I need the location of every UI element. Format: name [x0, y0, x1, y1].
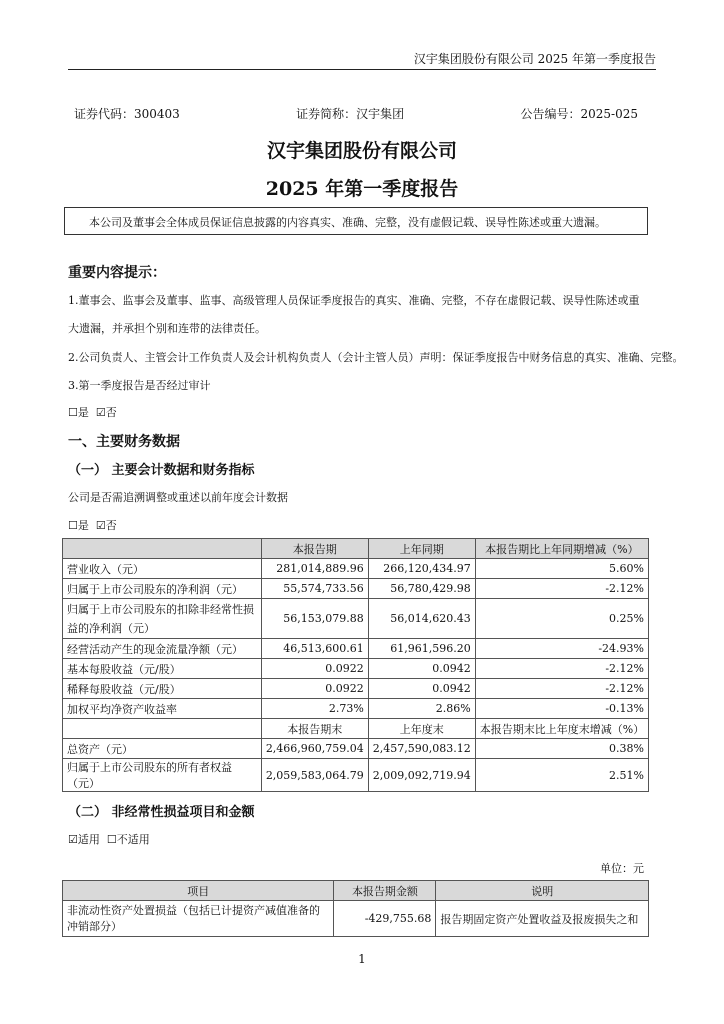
main-financial-table [62, 538, 649, 792]
announcement-number: 公告编号：2025-025 [520, 107, 638, 121]
cell-value: 0.38% [475, 739, 648, 759]
cell-value: 46,513,600.61 [261, 639, 368, 659]
important-item-1-line-1: 1.董事会、监事会及董事、监事、高级管理人员保证季度报告的真实、准确、完整，不存在虚假记载、误导性陈述或重 [68, 294, 640, 307]
table-row [63, 679, 649, 699]
applicable-checkbox[interactable]: ☑ [68, 833, 78, 846]
row-label: 加权平均净资产收益率 [63, 699, 262, 719]
cell-value: 报告期固定资产处置收益及报废损失之和 [436, 901, 649, 937]
cell-value: 281,014,889.96 [261, 559, 368, 579]
cell-value: -2.12% [475, 579, 648, 599]
header-cell: 本报告期末 [261, 719, 368, 739]
applicability-options [68, 831, 150, 847]
company-title: 汉宇集团股份有限公司 [266, 140, 457, 162]
row-label: 基本每股收益（元/股） [63, 659, 262, 679]
applicable-label: 适用 [77, 833, 100, 846]
cell-value: 0.0942 [368, 659, 475, 679]
header-cell [63, 539, 262, 559]
table-row [63, 699, 649, 719]
section-2-heading: （二） 非经常性损益项目和金额 [68, 805, 255, 820]
table-row [63, 579, 649, 599]
header-cell [63, 719, 262, 739]
audit-no-checkbox[interactable]: ☑ [95, 406, 106, 419]
row-label: 总资产（元） [63, 739, 262, 759]
cell-value: 5.60% [475, 559, 648, 579]
cell-value: 2.86% [368, 699, 475, 719]
header-cell: 本报告期金额 [334, 881, 436, 901]
cell-value: 0.25% [475, 599, 648, 639]
row-label: 归属于上市公司股东的所有者权益（元） [63, 759, 262, 792]
table-row [63, 599, 649, 639]
header-rule [68, 69, 656, 70]
meta-line [74, 105, 638, 122]
table-header-row [63, 881, 649, 901]
cell-value: -429,755.68 [334, 901, 436, 937]
table-row [63, 759, 649, 792]
security-short-name: 证券简称：汉宇集团 [296, 107, 405, 121]
table-row [63, 639, 649, 659]
cell-value: 2,059,583,064.79 [261, 759, 368, 792]
header-cell: 本报告期比上年同期增减（%） [475, 539, 648, 559]
retro-yes-checkbox[interactable]: ☐ [68, 519, 78, 532]
cell-value: 0.0922 [261, 679, 368, 699]
important-heading: 重要内容提示： [68, 265, 166, 281]
security-code: 证券代码：300403 [74, 107, 180, 121]
report-title: 2025 年第一季度报告 [265, 178, 459, 200]
table-header-row [63, 539, 649, 559]
audit-no-label: 否 [105, 406, 117, 419]
cell-value: 2,457,590,083.12 [368, 739, 475, 759]
running-header: 汉宇集团股份有限公司 2025 年第一季度报告 [413, 52, 656, 66]
cell-value: -2.12% [475, 659, 648, 679]
row-label: 经营活动产生的现金流量净额（元） [63, 639, 262, 659]
header-cell: 本报告期末比上年度末增减（%） [475, 719, 648, 739]
table-header-row [63, 719, 649, 739]
retro-options [68, 517, 117, 533]
header-cell: 上年度末 [368, 719, 475, 739]
section-1-sub-heading: （一） 主要会计数据和财务指标 [68, 463, 255, 478]
row-label: 归属于上市公司股东的扣除非经常性损益的净利润（元） [63, 599, 262, 639]
cell-value: 2,466,960,759.04 [261, 739, 368, 759]
important-item-3: 3.第一季度报告是否经过审计 [68, 379, 211, 392]
header-cell: 说明 [436, 881, 649, 901]
retro-no-label: 否 [105, 519, 117, 532]
audit-options [68, 404, 117, 420]
cell-value: 266,120,434.97 [368, 559, 475, 579]
audit-yes-label: 是 [77, 406, 89, 419]
table-row [63, 659, 649, 679]
cell-value: 0.0942 [368, 679, 475, 699]
row-label: 归属于上市公司股东的净利润（元） [63, 579, 262, 599]
retro-no-checkbox[interactable]: ☑ [95, 519, 106, 532]
table-row [63, 739, 649, 759]
cell-value: 56,014,620.43 [368, 599, 475, 639]
header-cell: 项目 [63, 881, 334, 901]
cell-value: 2.73% [261, 699, 368, 719]
cell-value: -24.93% [475, 639, 648, 659]
unit-label: 单位：元 [600, 862, 644, 875]
cell-value: 56,153,079.88 [261, 599, 368, 639]
cell-value: 2.51% [475, 759, 648, 792]
nonrecurring-table [62, 880, 649, 937]
cell-value: 0.0922 [261, 659, 368, 679]
cell-value: -2.12% [475, 679, 648, 699]
table-row [63, 901, 649, 937]
disclosure-notice: 本公司及董事会全体成员保证信息披露的内容真实、准确、完整，没有虚假记载、误导性陈述或重大遗漏。 [64, 207, 648, 235]
row-label: 营业收入（元） [63, 559, 262, 579]
row-label: 稀释每股收益（元/股） [63, 679, 262, 699]
retro-question: 公司是否需追溯调整或重述以前年度会计数据 [68, 491, 288, 504]
header-cell: 本报告期 [261, 539, 368, 559]
important-item-2: 2.公司负责人、主管会计工作负责人及会计机构负责人（会计主管人员）声明：保证季度报告中财务信息的真实、准确、完整。 [68, 351, 684, 364]
audit-yes-checkbox[interactable]: ☐ [68, 406, 78, 419]
cell-value: 55,574,733.56 [261, 579, 368, 599]
page-number: 1 [358, 952, 366, 966]
important-item-1-line-2: 大遗漏，并承担个别和连带的法律责任。 [68, 322, 266, 335]
header-cell: 上年同期 [368, 539, 475, 559]
row-label: 非流动性资产处置损益（包括已计提资产减值准备的冲销部分） [63, 901, 334, 937]
section-1-heading: 一、主要财务数据 [68, 434, 180, 450]
cell-value: -0.13% [475, 699, 648, 719]
not-applicable-label: 不适用 [116, 833, 150, 846]
retro-yes-label: 是 [77, 519, 89, 532]
cell-value: 2,009,092,719.94 [368, 759, 475, 792]
not-applicable-checkbox[interactable]: ☐ [106, 833, 117, 846]
table-row [63, 559, 649, 579]
cell-value: 61,961,596.20 [368, 639, 475, 659]
cell-value: 56,780,429.98 [368, 579, 475, 599]
